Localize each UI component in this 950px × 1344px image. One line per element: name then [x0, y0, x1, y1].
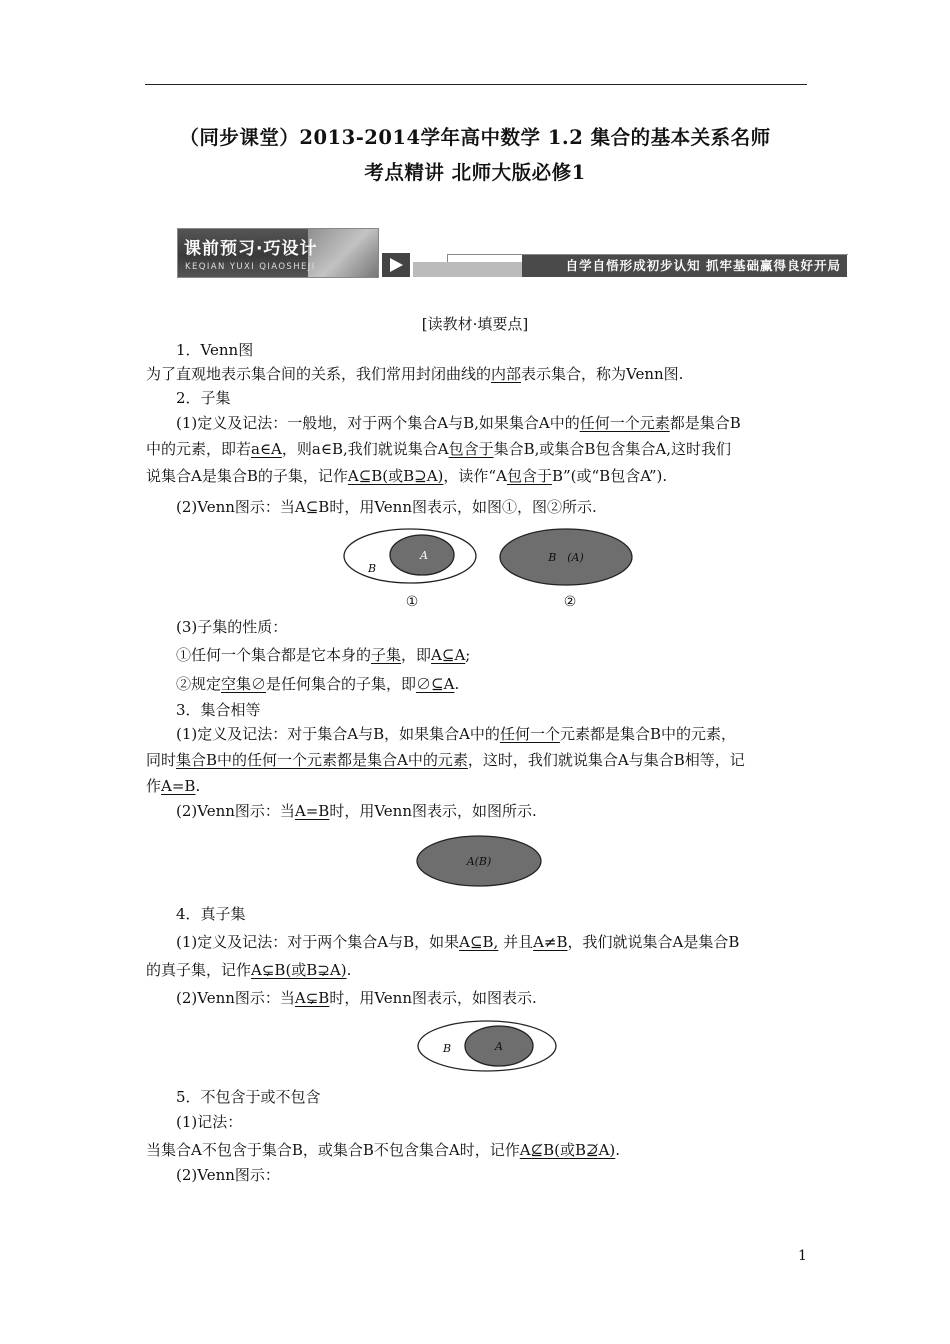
- s2-prop1: ①任何一个集合都是它本身的子集，即A⊆A;: [176, 646, 471, 664]
- s2-props: (3)子集的性质：: [176, 618, 288, 636]
- s4-venn-intro: (2)Venn图示：当A⊊B时，用Venn图表示，如图表示.: [176, 989, 537, 1007]
- subset-venn-figures: [340, 526, 650, 616]
- s1-heading: 1．Venn图: [176, 341, 254, 359]
- doc-title-line1: （同步课堂）2013-2014学年高中数学 1.2 集合的基本关系名师: [179, 126, 771, 149]
- s2-def-line3: 说集合A是集合B的子集，记作A⊆B(或B⊇A)，读作“A包含于B”(或“B包含A”).: [146, 467, 668, 485]
- banner-slogan: 自学自悟形成初步认知 抓牢基础赢得良好开局: [522, 255, 847, 277]
- s5-venn: (2)Venn图示：: [176, 1166, 280, 1184]
- s1-text: 为了直观地表示集合间的关系，我们常用封闭曲线的内部表示集合，称为Venn图.: [146, 365, 684, 383]
- s2-def-line2: 中的元素，即若a∈A，则a∈B,我们就说集合A包含于集合B,或集合B包含集合A,这时我们: [146, 440, 732, 458]
- section-label: [读教材·填要点]: [421, 315, 529, 333]
- fig2-caption: ②: [563, 594, 577, 610]
- s3-venn-intro: (2)Venn图示：当A=B时，用Venn图表示，如图所示.: [176, 802, 537, 820]
- page-number: 1: [798, 1248, 807, 1264]
- equal-label: A(B): [466, 855, 492, 868]
- s4-heading: 4．真子集: [176, 905, 246, 923]
- top-rule: [145, 84, 807, 85]
- fig1-caption: ①: [405, 594, 419, 610]
- s2-heading: 2．子集: [176, 389, 231, 407]
- banner-label-box: [177, 228, 379, 278]
- fig2-label: B (A): [548, 551, 584, 564]
- proper-inner-label: A: [495, 1040, 503, 1053]
- s5-text: 当集合A不包含于集合B，或集合B不包含集合A时，记作A⊈B(或B⊉A).: [146, 1141, 621, 1159]
- play-arrow-icon: [382, 253, 410, 277]
- s3-def-line1: (1)定义及记法：对于集合A与B，如果集合A中的任何一个元素都是集合B中的元素，: [176, 725, 736, 743]
- s2-def-line1: (1)定义及记法：一般地，对于两个集合A与B,如果集合A中的任何一个元素都是集合B: [176, 414, 741, 432]
- fig1-inner-label: A: [420, 549, 428, 562]
- banner-pinyin: KEQIAN YUXI QIAOSHEJI: [185, 262, 316, 272]
- s2-prop2: ②规定空集∅是任何集合的子集，即∅⊆A.: [176, 675, 460, 693]
- s3-heading: 3．集合相等: [176, 701, 261, 719]
- proper-outer-label: B: [443, 1042, 452, 1055]
- banner-label: 课前预习·巧设计: [184, 239, 318, 259]
- s2-venn-intro: (2)Venn图示：当A⊆B时，用Venn图表示，如图①，图②所示.: [176, 498, 597, 516]
- s3-def-line3: 作A=B.: [146, 777, 201, 795]
- equal-venn-figure: [414, 833, 544, 891]
- s5-notation: (1)记法：: [176, 1113, 243, 1131]
- s4-def-line1: (1)定义及记法：对于两个集合A与B，如果A⊆B, 并且A≠B，我们就说集合A是集合B: [176, 933, 740, 951]
- section-banner: [177, 228, 847, 278]
- fig1-outer-label: B: [368, 562, 377, 575]
- s5-heading: 5．不包含于或不包含: [176, 1088, 321, 1106]
- s3-def-line2: 同时集合B中的任何一个元素都是集合A中的元素，这时，我们就说集合A与集合B相等，记: [146, 751, 745, 769]
- s4-def-line2: 的真子集，记作A⊊B(或B⊋A).: [146, 961, 352, 979]
- banner-photo: [308, 229, 379, 278]
- proper-subset-venn-figure: [413, 1018, 563, 1074]
- doc-title-line2: 考点精讲 北师大版必修1: [364, 161, 586, 184]
